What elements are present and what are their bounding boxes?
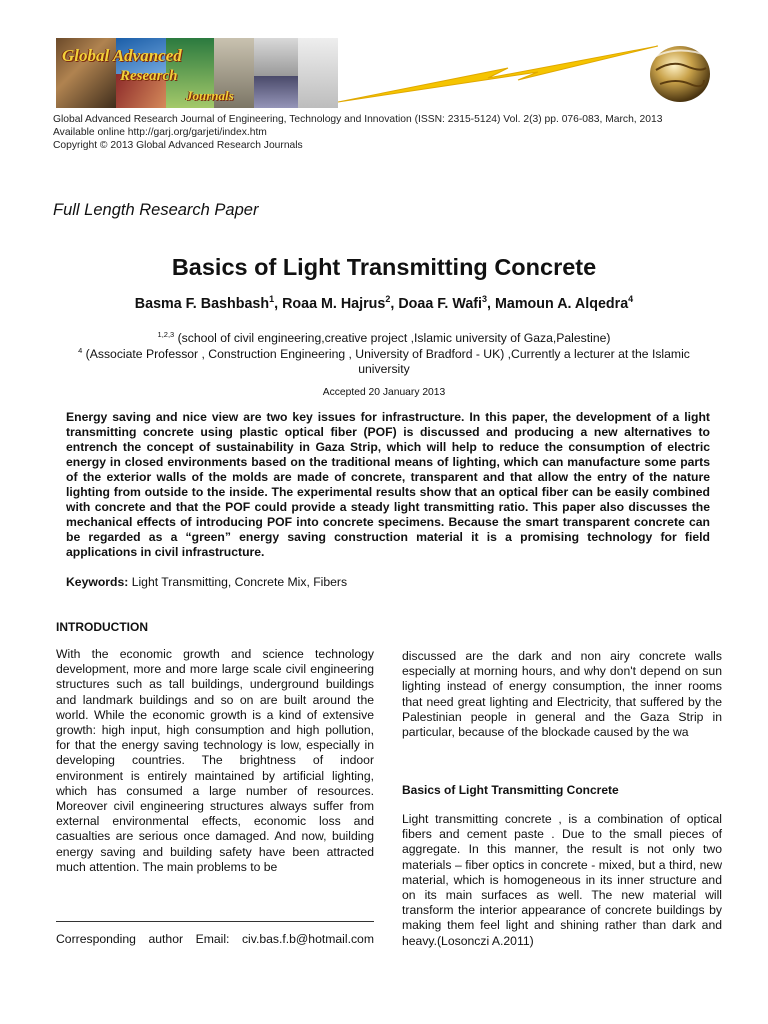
author-list xyxy=(0,296,768,312)
banner-logo-line3: Journals xyxy=(186,88,234,103)
affiliation-text-cont: university xyxy=(358,362,410,376)
journal-citation: Global Advanced Research Journal of Engineering, Technology and Innovation (ISSN: 2315-5124) Vol. 2(3) pp. 076-083, March, 2013 xyxy=(53,114,663,125)
author-sup: 3 xyxy=(482,294,488,305)
journal-info xyxy=(53,113,733,152)
affiliation-sup: 4 xyxy=(78,345,83,355)
affiliation-sup: 1,2,3 xyxy=(157,329,175,339)
lightning-bolt-icon xyxy=(338,38,658,108)
paper-title: Basics of Light Transmitting Concrete xyxy=(171,254,597,280)
basics-text: Light transmitting concrete , is a combination of optical fibers and cement paste . Due to the small pieces of aggregate. In this manner, the result is not only two materials – fiber optics in concrete - mixed, but a third, new material, which is homogeneous in its inner structure and on its main surfaces as well. The new material will transform the interior appearance of concrete buildings by making them feel light and shining rather than dark and heavy.(Losonczi A.2011) xyxy=(402,812,722,948)
globe-icon xyxy=(642,40,714,106)
journal-url: Available online http://garj.org/garjeti/index.htm xyxy=(53,127,267,138)
banner-mosaic-image xyxy=(56,38,338,108)
author-sup: 1 xyxy=(269,294,275,305)
journal-banner xyxy=(56,38,712,108)
author-name: Mamoun A. Alqedra xyxy=(494,296,629,312)
keywords-text: Light Transmitting, Concrete Mix, Fibers xyxy=(128,575,348,589)
banner-logo-line1: Global Advanced xyxy=(62,46,182,65)
abstract: Energy saving and nice view are two key issues for infrastructure. In this paper, the development of a light transmitting concrete using plastic optical fiber (POF) is discussed and producing a new alternatives to entrench the concept of sustainability in Gaza Strip, which will help to reduce the consumption of electric energy in closed environments based on the traditional means of lighting, which can manufacture some parts of the exterior walls of the molds are made of concrete, transparent and that allow the entry of the nature lighting from outside to the inside. The experimental results show that an optical fiber can be easily combined with concrete and that the POF could provide a steady light transmitting ratio. This paper also discusses the mechanical effects of introducing POF into concrete specimens. Because the smart transparent concrete can be regarded as a “green” energy saving construction material it is a promising technology for field applications in civil infrastructure. xyxy=(66,410,710,559)
accepted-date: Accepted 20 January 2013 xyxy=(322,387,446,398)
author-sep: , xyxy=(274,296,283,312)
introduction-heading: INTRODUCTION xyxy=(56,620,148,634)
author-sep: , xyxy=(390,296,399,312)
author-name: Roaa M. Hajrus xyxy=(282,296,386,312)
author-name: Basma F. Bashbash xyxy=(134,296,270,312)
banner-logo-line2: Research xyxy=(120,68,178,84)
paper-type: Full Length Research Paper xyxy=(53,201,259,219)
footnote-divider xyxy=(56,921,374,922)
introduction-continued: discussed are the dark and non airy concrete walls especially at morning hours, and why don't depend on sun lighting instead of energy consumption, the inner rooms that need great lighting and Electricity, that suffered by the Palestinian people in general and the Gaza Strip in particular, because of the blockade caused by the wa xyxy=(402,649,722,740)
author-sup: 2 xyxy=(385,294,391,305)
author-name: Doaa F. Wafi xyxy=(398,296,483,312)
introduction-text: With the economic growth and science technology development, more and more large scale civil engineering structures such as tall buildings, underground buildings and landmark buildings and so on are built around the world. While the economic growth is a kind of extensive growth: high input, high consumption and high pollution, for that the energy saving technology is low, especially in developing countries. The brightness of indoor environment is entirely maintained by artificial lighting, which has consumed a large number of resources. Moreover civil engineering structures always suffer from external environmental effects, economic loss and casualties are serious once damaged. And now, building energy saving and building safety have been attracted much attention. The main problems to be xyxy=(56,647,374,874)
basics-heading: Basics of Light Transmitting Concrete xyxy=(402,783,619,797)
affiliation-2 xyxy=(50,347,718,377)
affiliation-text: (Associate Professor , Construction Engineering , University of Bradford - UK) ,Currently a lecturer at the Islamic xyxy=(82,347,690,361)
affiliation-text: (school of civil engineering,creative project ,Islamic university of Gaza,Palestine) xyxy=(174,331,611,345)
journal-copyright: Copyright © 2013 Global Advanced Research Journals xyxy=(53,140,303,151)
affiliation-1 xyxy=(0,331,768,346)
author-sep: , xyxy=(487,296,495,312)
keywords-label: Keywords: xyxy=(66,575,129,589)
corresponding-author-footnote: Corresponding author Email: civ.bas.f.b@hotmail.com xyxy=(56,932,374,946)
author-sup: 4 xyxy=(628,294,634,305)
keywords xyxy=(66,575,347,589)
